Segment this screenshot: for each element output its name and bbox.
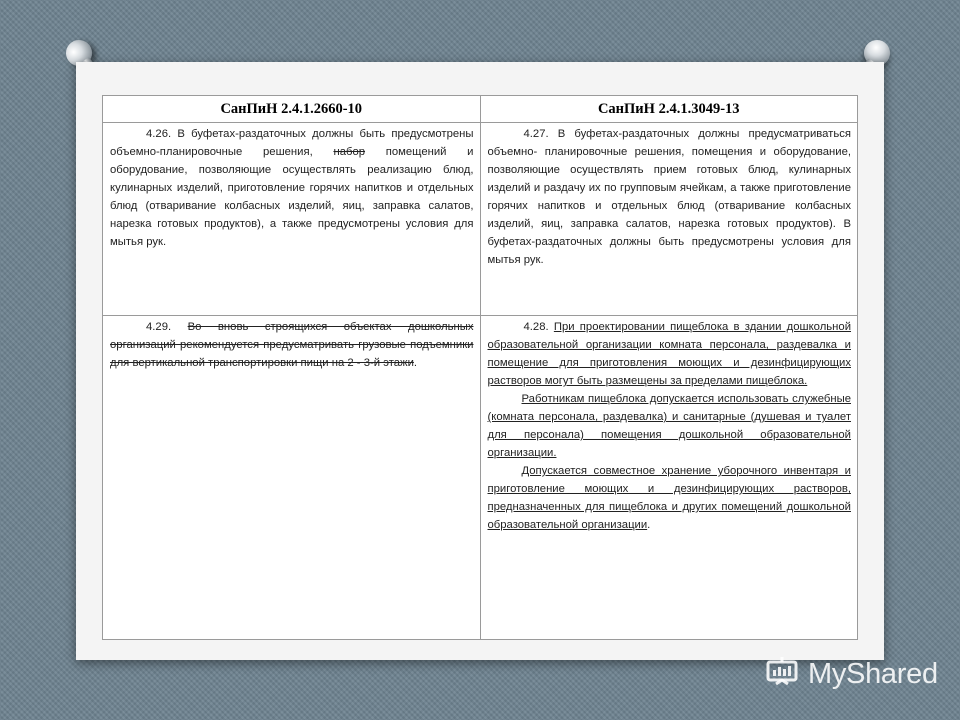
table-header-row (103, 96, 858, 123)
cell-3049-clause-4-28 (480, 316, 858, 640)
watermark (762, 654, 938, 694)
cell-3049-clause-4-27 (480, 123, 858, 316)
underlined-text: Допускается совместное хранение уборочного инвентаря и приготовление моющих и дезинфицирующих растворов, предназначенных для пищеблока и других помещений дошкольной образовательной организации (487, 465, 851, 531)
watermark-text: MyShared (808, 657, 938, 690)
header-left: СанПиН 2.4.1.2660-10 (103, 96, 481, 123)
underlined-text: Работникам пищеблока допускается использовать служебные (комната персонала, раздевалка) и санитарные (душевая и туалет для персонала) помещения дошкольной образовательной организации. (487, 393, 851, 459)
clause-text: помещений и оборудование, позволяющие осуществлять реализацию блюд, кулинарных изделий, приготовление горячих напитков и отдельных блюд (отваривание колбасных изделий, яиц, заправка салатов, нарезка готовых продуктов), а также предусмотрены условия для мытья рук. (110, 146, 474, 248)
cell-2660-clause-4-29 (103, 316, 481, 640)
table-row (103, 316, 858, 640)
presentation-board-icon (762, 654, 802, 694)
clause-tail: . (413, 357, 418, 369)
clause-number: 4.28. (523, 321, 554, 333)
underlined-text: При проектировании пищеблока в здании дошкольной образовательной организации комната персонала, раздевалка и помещение для приготовления моющих и дезинфицирующих растворов могут быть размещены за пределами пищеблока. (487, 321, 852, 387)
cell-2660-clause-4-26 (103, 123, 481, 316)
table-row (103, 123, 858, 316)
clause-tail: . (647, 519, 651, 531)
clause-number: 4.29. (146, 321, 188, 333)
struck-text: Во вновь строящихся объектах дошкольных организаций рекомендуется предусматривать грузовые подъемники для вертикальной транспортировки пищи на 2 - 3-й этажи (110, 321, 474, 369)
clause-text: 4.26. В буфетах-раздаточных должны быть предусмотрены объемно-планировочные решения, (110, 128, 474, 158)
clause-text: 4.27. В буфетах-раздаточных должны предусматриваться объемно- планировочные решения, помещения и оборудование, позволяющие осуществлять прием готовых блюд, кулинарных изделий и раздачу их по групповым ячейкам, а также приготовление горячих напитков и отдельных блюд (отваривание колбасных изделий, яиц, заправка салатов, нарезка готовых продуктов). В буфетах-раздаточных должны быть предусмотрены условия для мытья рук. (487, 128, 851, 266)
header-right: СанПиН 2.4.1.3049-13 (480, 96, 858, 123)
struck-text: набор (333, 146, 366, 158)
comparison-table (102, 95, 858, 640)
